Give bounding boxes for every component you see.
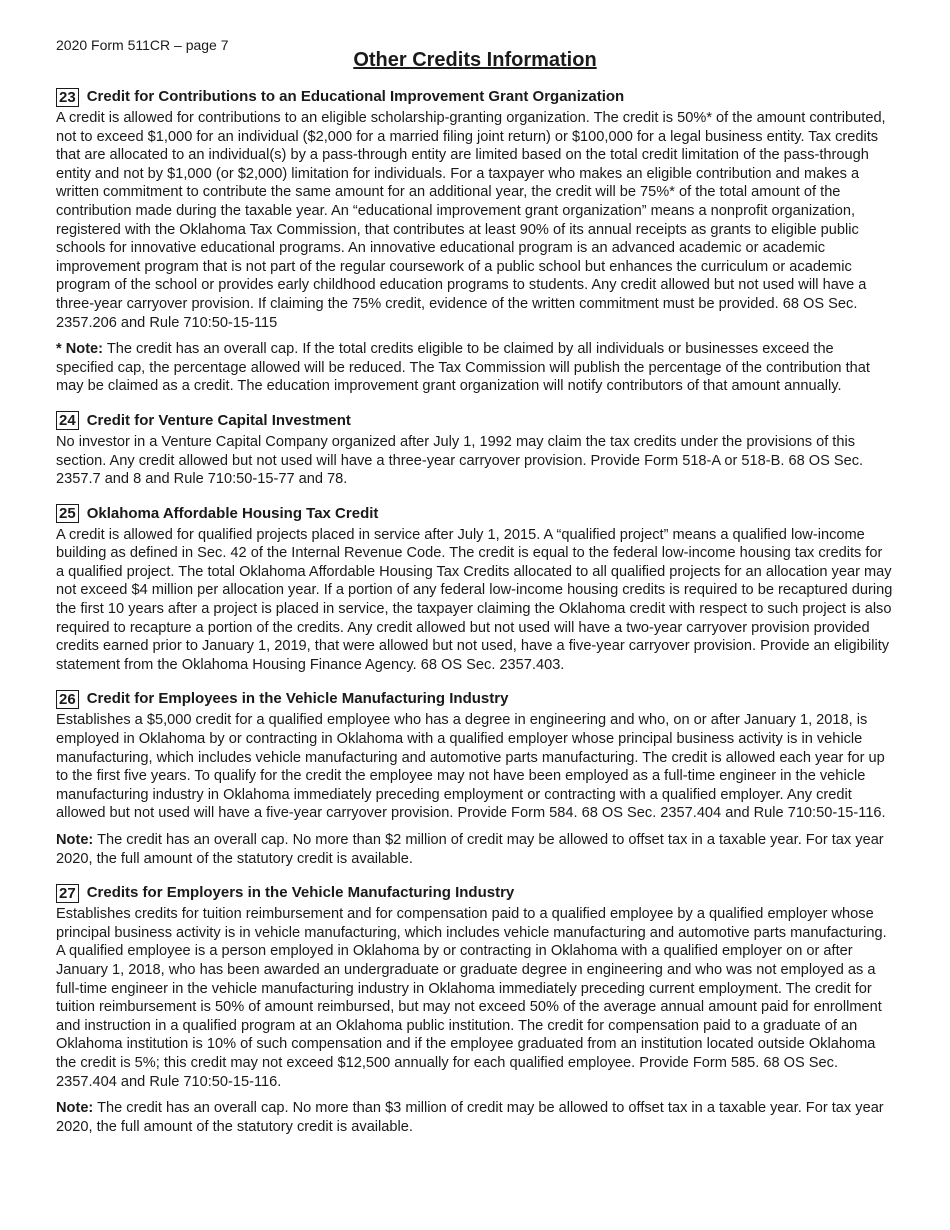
section-title: Credit for Venture Capital Investment <box>86 411 351 429</box>
note-text: The credit has an overall cap. No more than $3 million of credit may be allowed to offset tax in a taxable year. For tax year 2020, the full amount of the statutory credit is available. <box>56 1100 884 1135</box>
page-label: 2020 Form 511CR – page 7 <box>56 37 229 53</box>
section-heading <box>56 687 894 711</box>
section-note <box>56 831 894 868</box>
note-text: The credit has an overall cap. No more than $2 million of credit may be allowed to offset tax in a taxable year. For tax year 2020, the full amount of the statutory credit is available. <box>56 832 884 867</box>
section-24 <box>56 409 894 489</box>
section-heading <box>56 881 894 905</box>
note-label: * Note: <box>56 341 104 358</box>
section-title: Oklahoma Affordable Housing Tax Credit <box>86 504 379 522</box>
line-number-box: 24 <box>56 411 79 430</box>
section-note <box>56 1099 894 1136</box>
line-number-box: 25 <box>56 504 79 523</box>
section-heading <box>56 409 894 433</box>
section-title: Credits for Employers in the Vehicle Manufacturing Industry <box>86 884 515 902</box>
note-label: Note: <box>56 1100 94 1117</box>
line-number-box: 26 <box>56 690 79 709</box>
section-heading <box>56 502 894 526</box>
section-body: Establishes credits for tuition reimbursement and for compensation paid to a qualified employee by a qualified employer whose principal business activity is in vehicle manufacturing, which includes vehicle manufacturing and automotive parts manufacturing. A qualified employee is a person employed in Oklahoma by or contracting in Oklahoma with a qualified employer on or after January 1, 2018, who has been awarded an undergraduate or graduate degree in engineering and who was not employed as a full-time engineer in the vehicle manufacturing industry in Oklahoma immediately preceding current employment. The credit for tuition reimbursement is 50% of amount reimbursed, but may not exceed 50% of the average annual amount paid for enrollment and instruction in a qualified program at an Oklahoma public institution. The credit for compensation paid to a graduate of an Oklahoma institution is 10% of such compensation and if the employee graduated from an institution located outside Oklahoma the credit is 5%; this credit may not exceed $12,500 annually for each qualified employee. Provide Form 585. 68 OS Sec. 2357.404 and Rule 710:50-15-116. <box>56 906 887 1090</box>
section-body: Establishes a $5,000 credit for a qualified employee who has a degree in engineering and who, on or after January 1, 2018, is employed in Oklahoma by or contracting in Oklahoma with a qualified employer whose principal business activity is in vehicle manufacturing, which includes vehicle manufacturing and automotive parts manufacturing. The credit is allowed each year for up to the first five years. To qualify for the credit the employee may not have been employed as a full-time engineer in the vehicle manufacturing industry in Oklahoma immediately preceding employment or contracting with a qualified employer. Any credit allowed but not used will have a five-year carryover provision. Provide Form 584. 68 OS Sec. 2357.404 and Rule 710:50-15-116. <box>56 712 886 822</box>
line-number-box: 23 <box>56 88 79 107</box>
line-number-box: 27 <box>56 884 79 903</box>
section-title: Credit for Contributions to an Educational Improvement Grant Organization <box>86 88 625 105</box>
section-23 <box>56 85 894 396</box>
section-body: No investor in a Venture Capital Company organized after July 1, 1992 may claim the tax credits under the provisions of this section. Any credit allowed but not used will have a three-year carryover provision. Provide Form 518-A or 518-B. 68 OS Sec. 2357.7 and 8 and Rule 710:50-15-77 and 78. <box>56 433 864 488</box>
section-heading <box>56 85 894 109</box>
form-page <box>56 36 894 1149</box>
section-25 <box>56 502 894 675</box>
page-title: Other Credits Information <box>353 49 597 71</box>
section-title: Credit for Employees in the Vehicle Manufacturing Industry <box>86 690 509 708</box>
note-text: The credit has an overall cap. If the total credits eligible to be claimed by all individuals or businesses exceed the specified cap, the percentage allowed will be reduced. The Tax Commission will publish the percentage of the contribution that may be claimed as a credit. The education improvement grant organization will notify contributors of that amount annually. <box>56 341 870 395</box>
section-26 <box>56 687 894 868</box>
section-note <box>56 340 894 396</box>
section-body: A credit is allowed for contributions to an eligible scholarship-granting organization. The credit is 50%* of the amount contributed, not to exceed $1,000 for an individual ($2,000 for a married filing joint return) or $100,000 for a legal business entity. Tax credits that are allocated to an individual(s) by a pass-through entity are limited based on the total credit limitation of the pass-through entity and not by $1,000 (or $2,000) limitation for individuals. For a taxpayer who makes an eligible contribution and makes a written commitment to contribute the same amount for an additional year, the credit will be 75%* of the total amount of the contribution made during the taxable year. An “educational improvement grant organization” means a nonprofit organization, registered with the Oklahoma Tax Commission, that contributes at least 90% of its annual receipts as grants to eligible public schools for innovative educational programs. An innovative educational program is an advanced academic or academic improvement program that is not part of the regular coursework of a public school but enhances the curriculum or academic program of the school or provides early childhood education programs to students. Any credit allowed but not used will have a three-year carryover provision. If claiming the 75% credit, evidence of the written commitment must be provided. 68 OS Sec. 2357.206 and Rule 710:50-15-115 <box>56 110 886 331</box>
section-body: A credit is allowed for qualified projects placed in service after July 1, 2015. A “qualified project” means a qualified low-income building as defined in Sec. 42 of the Internal Revenue Code. The credit is equal to the federal low-income housing tax credits for a qualified project. The total Oklahoma Affordable Housing Tax Credits allocated to all qualified projects for an allocation year may not exceed $4 million per allocation year. If a portion of any federal low-income housing credits is required to be recaptured during the first 10 years after a project is placed in service, the taxpayer claiming the Oklahoma credit with respect to such project is also required to recapture a portion of the credits. Any credit allowed but not used will have a two-year carryover provision provided credits earned prior to January 1, 2019, that were allowed but not used, have a five-year carryover provision. Provide an eligibility statement from the Oklahoma Housing Finance Agency. 68 OS Sec. 2357.403. <box>56 526 893 673</box>
section-27 <box>56 881 894 1136</box>
note-label: Note: <box>56 832 94 848</box>
